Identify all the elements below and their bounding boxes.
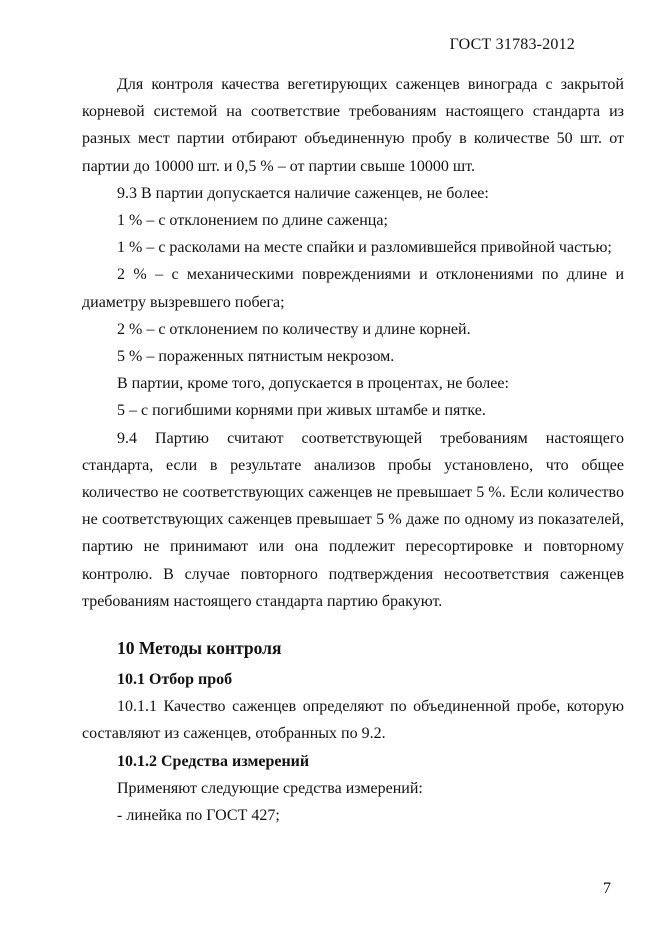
section-title: 10 Методы контроля [117,638,282,658]
paragraph-sampling: Для контроля качества вегетирующих саженцев винограда с закрытой корневой системой на соответствие требованиям настоящего стандарта из разных мест партии отбирают объединенную пробу в количестве 50 шт. от партии до 10000 шт. и 0,5 % – от партии свыше 10000 шт. [82,76,624,175]
list-item: 5 % – пораженных пятнистым некрозом. [117,348,395,366]
subsection-title: 10.1 Отбор проб [117,671,233,688]
subsection-title: 10.1.2 Средства измерений [117,752,310,770]
subsection-10-1 [82,666,624,829]
page-number: 7 [603,880,611,897]
paragraph-9-3: 9.3 В партии допускается наличие саженцев, не более: [117,184,489,202]
list-item: 1 % – с расколами на месте спайки и разломившейся привойной частью; [117,239,612,257]
paragraph-10-1-1: 10.1.1 Качество саженцев определяют по объединенной пробе, которую составляют из саженцев, отобранных по 9.2. [82,698,624,743]
body-text [82,71,624,615]
document-header: ГОСТ 31783-2012 [449,36,575,53]
paragraph-additional: В партии, кроме того, допускается в процентах, не более: [117,375,509,393]
list-item: 5 – с погибшими корнями при живых штамбе и пятке. [117,402,486,420]
list-item: 2 % – с механическими повреждениями и отклонениями по длине и диаметру вызревшего побега; [82,266,624,311]
list-item: - линейка по ГОСТ 427; [117,807,280,825]
paragraph-9-4: 9.4 Партию считают соответствующей требованиям настоящего стандарта, если в результате анализов пробы установлено, что общее количество не соответствующих саженцев не превышает 5 %. Если количество не соответствующих саженцев превышает 5 % даже по одному из показателей, партию не принимают или она подлежит пересортировке и повторному контролю. В случае повторного подтверждения несоответствия саженцев требованиям настоящего стандарта партию бракуют. [82,429,624,610]
list-item: 1 % – с отклонением по длине саженца; [117,212,388,230]
list-item: 2 % – с отклонением по количеству и длине корней. [117,320,471,338]
paragraph-instruments: Применяют следующие средства измерений: [117,779,423,797]
